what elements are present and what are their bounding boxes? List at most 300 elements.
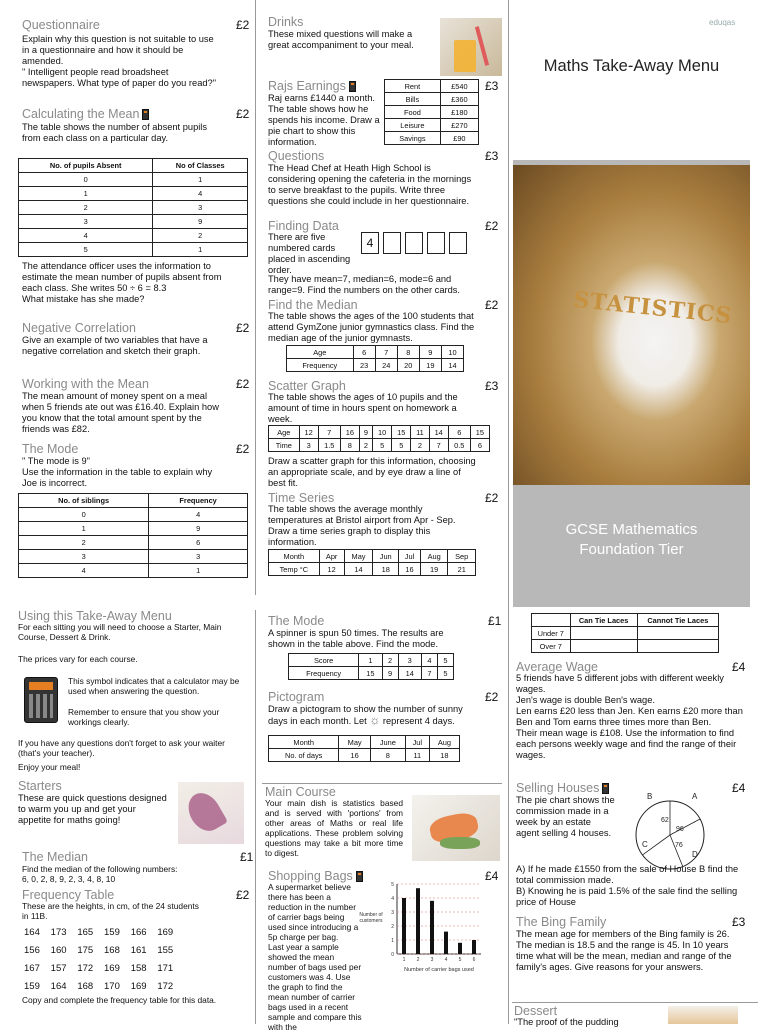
timeseries-price: £2 (485, 491, 499, 505)
cover-panel (513, 0, 750, 607)
table-cell: Score (289, 654, 359, 667)
list-item (24, 942, 184, 960)
calc-mean-text: The table shows the number of absent pupils from each class on a particular day. (22, 122, 208, 143)
heights-list (24, 924, 184, 996)
table-cell: 1 (149, 564, 248, 578)
calculator-symbol-icon (24, 677, 58, 723)
freq-after: Copy and complete the frequency table for this data. (22, 995, 217, 1005)
table-row (385, 119, 479, 132)
table-row (287, 359, 464, 372)
median100-text: The table shows the ages of the 100 students that attend GymZone junior gymnastics class. Find the median age of the junior gymnasts. (268, 311, 475, 343)
pie-label: B (647, 792, 653, 801)
freq-price: £2 (236, 888, 250, 902)
dessert-title: Dessert (514, 1004, 558, 1018)
pie-label: D (692, 850, 698, 859)
table-cell: 8 (397, 346, 419, 359)
table-cell: 6 (448, 426, 470, 439)
shopping-text: A supermarket believe there has been a reduction in the number of carrier bags being used since introducing a 5p charge per bag. Last year a sample showed the mean number of bags used per customers was 4. Use the graph to find the mean number of carrier bags used in a recent sample and compare this with the (268, 882, 362, 1032)
cover-photo-text: STATISTICS (572, 286, 734, 330)
table-cell: 0 (19, 508, 149, 522)
height-value: 171 (157, 963, 174, 974)
table-cell: Frequency (287, 359, 354, 372)
table-cell: 10 (373, 426, 392, 439)
selling-price: £4 (732, 781, 746, 795)
table-cell: Apr (319, 550, 344, 563)
questionnaire-text: Explain why this question is not suitable to use in a questionnaire and how it should be amended. " Intelligent people read broadsheet newspapers. What type of paper do you read?" (22, 34, 217, 88)
table-row (19, 215, 248, 229)
height-value: 172 (77, 963, 94, 974)
table-cell: No of Classes (153, 159, 248, 173)
table-row (385, 132, 479, 145)
pie-label: A (692, 792, 698, 801)
table-cell: 7 (375, 346, 397, 359)
bing-price: £3 (732, 915, 746, 929)
y-tick-label: 0 (391, 952, 394, 958)
height-value: 169 (157, 927, 174, 938)
table-cell: May (339, 736, 371, 749)
height-value: 159 (24, 981, 40, 992)
height-value: 164 (50, 981, 67, 992)
table-cell: Jul (405, 736, 429, 749)
laces-table (531, 613, 719, 653)
selling-title: Selling Houses (516, 781, 609, 795)
table-cell: 16 (399, 563, 421, 576)
table-cell: £180 (440, 106, 478, 119)
pictogram-title: Pictogram (268, 690, 325, 704)
mode2-title: The Mode (268, 614, 325, 628)
finding-price: £2 (485, 219, 499, 233)
table-cell: 2 (411, 439, 429, 452)
y-tick-label: 5 (391, 882, 394, 888)
height-value: 168 (104, 945, 120, 956)
working-mean-title: Working with the Mean (22, 377, 149, 391)
column-divider (508, 0, 509, 1024)
table-cell: Leisure (385, 119, 441, 132)
table-cell: 1.5 (318, 439, 340, 452)
table-row (269, 550, 476, 563)
table-cell: Bills (385, 93, 441, 106)
table-cell: 14 (441, 359, 463, 372)
bar (444, 932, 448, 954)
table-cell (570, 627, 637, 640)
table-cell (637, 640, 718, 653)
height-value: 168 (77, 981, 94, 992)
table-cell: 9 (153, 215, 248, 229)
list-item (24, 978, 184, 996)
table-cell: 7 (429, 439, 448, 452)
height-value: 164 (24, 927, 40, 938)
maincourse-title: Main Course (265, 785, 336, 799)
height-value: 161 (130, 945, 147, 956)
table-row (19, 187, 248, 201)
calc-mean-after: The attendance officer uses the information to estimate the mean number of pupils absent from each class. She writes 50 ÷ 6 = 8.3 What mistake has she made? (22, 261, 222, 304)
using-title: Using this Take-Away Menu (18, 609, 172, 623)
table-cell: 15 (470, 426, 489, 439)
table-row (385, 106, 479, 119)
table-cell: Month (269, 550, 320, 563)
table-cell: 7 (421, 667, 437, 680)
table-cell: Age (269, 426, 300, 439)
table-cell: 11 (405, 749, 429, 762)
y-tick-label: 1 (391, 938, 394, 944)
questions-title: Questions (268, 149, 325, 163)
table-cell: 9 (419, 346, 441, 359)
avgwage-text: 5 friends have 5 different jobs with different weekly wages. Jen's wage is double Ben's wage. Len earns £20 less than Jen. Ken earns £20 more than Ben and Tom earns three times more than Ben. Their mean wage is £108. Use the information to find each persons weekly wage and find the range of their wages. (516, 673, 743, 760)
table-row (269, 426, 490, 439)
height-value: 173 (50, 927, 67, 938)
sun-icon: ☼ (369, 713, 381, 727)
table-row (19, 522, 248, 536)
table-cell: 9 (149, 522, 248, 536)
table-row (19, 201, 248, 215)
table-cell: 23 (353, 359, 375, 372)
table-cell: 10 (441, 346, 463, 359)
table-cell: 5 (19, 243, 153, 257)
table-cell: 4 (149, 508, 248, 522)
table-cell: 3 (398, 654, 421, 667)
table-cell: Can Tie Laces (570, 614, 637, 627)
freq-text: These are the heights, in cm, of the 24 students in 11B. (22, 901, 199, 921)
table-row (269, 736, 460, 749)
table-cell: 20 (397, 359, 419, 372)
table-cell: No. of siblings (19, 494, 149, 508)
list-item (24, 960, 184, 978)
card-known: 4 (361, 232, 379, 254)
y-tick-label: 2 (391, 924, 394, 930)
x-tick-label: 6 (472, 957, 476, 963)
x-tick-label: 5 (458, 957, 462, 963)
using-p2: The prices vary for each course. (18, 654, 138, 664)
table-cell: 2 (382, 654, 398, 667)
pie-angle: 62 (661, 817, 669, 824)
calc-mean-price: £2 (236, 107, 250, 121)
table-cell: No. of days (269, 749, 339, 762)
table-row (269, 439, 490, 452)
table-cell: 1 (19, 187, 153, 201)
table-cell (570, 640, 637, 653)
selling-questions: A) If he made £1550 from the sale of House B find the total commission made. B) Knowing he is paid 1.5% of the sale find the selling price of House (516, 864, 739, 907)
table-cell: 2 (19, 536, 149, 550)
x-tick-label: 2 (416, 957, 420, 963)
gymnastics-age-table (286, 345, 464, 372)
height-value: 167 (24, 963, 40, 974)
calculator-icon (142, 109, 149, 120)
using-p3: This symbol indicates that a calculator may be used when answering the question. (68, 676, 240, 696)
mode1-text: " The mode is 9" Use the information in the table to explain why Joe is incorrect. (22, 456, 213, 488)
median100-price: £2 (485, 298, 499, 312)
rajs-income-table (384, 79, 479, 145)
table-cell: 1 (359, 654, 382, 667)
starters-text: These are quick questions designed to warm you up and get your appetite for maths going! (18, 793, 167, 825)
maincourse-text: Your main dish is statistics based and is served with 'portions' from other areas of Maths or real life applications. These problem solving questions may take a bit more time to digest. (265, 798, 403, 858)
table-cell: 3 (153, 201, 248, 215)
table-cell: Food (385, 106, 441, 119)
card-blank (405, 232, 423, 254)
table-cell: 0.5 (448, 439, 470, 452)
table-cell: 21 (448, 563, 476, 576)
table-cell: 7 (318, 426, 340, 439)
drinks-title: Drinks (268, 15, 304, 29)
table-row (532, 627, 719, 640)
using-p5: If you have any questions don't forget to ask your waiter (that's your teacher). (18, 738, 225, 758)
timeseries-title: Time Series (268, 491, 335, 505)
table-row (289, 667, 454, 680)
height-value: 158 (130, 963, 147, 974)
cover-title: Maths Take-Away Menu (543, 57, 720, 75)
pictogram-price: £2 (485, 690, 499, 704)
table-cell: 18 (373, 563, 399, 576)
table-cell: Sep (448, 550, 476, 563)
table-cell: Over 7 (532, 640, 571, 653)
table-cell: Under 7 (532, 627, 571, 640)
calculator-icon (602, 783, 609, 794)
brand-logo: eduqas (709, 18, 736, 27)
table-cell: £90 (440, 132, 478, 145)
table-cell: Savings (385, 132, 441, 145)
pie-angle: 76 (675, 842, 683, 849)
table-cell: 3 (149, 550, 248, 564)
questionnaire-title: Questionnaire (22, 18, 100, 32)
starters-title: Starters (18, 779, 62, 793)
table-cell (532, 614, 571, 627)
table-cell: 6 (470, 439, 489, 452)
pie-label: C (642, 840, 648, 849)
pie-angle: 96 (676, 826, 684, 833)
working-mean-price: £2 (236, 377, 250, 391)
x-tick-label: 3 (430, 957, 434, 963)
finding-text2: They have mean=7, median=6, mode=6 and range=9. Find the numbers on the other cards. (268, 274, 460, 295)
carrier-bags-chart (355, 878, 487, 976)
mode1-price: £2 (236, 442, 250, 456)
table-row (385, 80, 479, 93)
table-cell: 1 (19, 522, 149, 536)
table-cell: June (370, 736, 405, 749)
dessert-photo (668, 1006, 738, 1024)
table-cell: 16 (339, 749, 371, 762)
calculator-icon (349, 81, 356, 92)
timeseries-text: The table shows the average monthly temperatures at Bristol airport from Apr - Sep. Draw a time series graph to display this information. (268, 504, 456, 547)
table-row (269, 563, 476, 576)
median-price: £1 (240, 850, 254, 864)
table-cell: Aug (429, 736, 459, 749)
bar (416, 888, 420, 954)
shopping-title: Shopping Bags (268, 869, 363, 883)
table-row (19, 229, 248, 243)
cover-foot2: Foundation Tier (579, 541, 684, 558)
height-value: 155 (157, 945, 174, 956)
avgwage-price: £4 (732, 660, 746, 674)
table-cell: Jul (399, 550, 421, 563)
table-cell: 0 (19, 173, 153, 187)
using-p1: For each sitting you will need to choose a Starter, Main Course, Dessert & Drink. (18, 622, 222, 642)
height-value: 169 (104, 963, 120, 974)
median-title: The Median (22, 850, 89, 864)
table-row (19, 536, 248, 550)
height-value: 159 (104, 927, 120, 938)
table-cell: Aug (420, 550, 448, 563)
table-cell: 2 (359, 439, 372, 452)
mode1-title: The Mode (22, 442, 79, 456)
mode2-price: £1 (488, 614, 502, 628)
neg-corr-title: Negative Correlation (22, 321, 136, 335)
cover-photo (513, 165, 750, 485)
list-item (24, 924, 184, 942)
cover-subject: Statistics (591, 94, 672, 116)
table-cell: 15 (359, 667, 382, 680)
table-cell: 8 (370, 749, 405, 762)
avgwage-title: Average Wage (516, 660, 598, 674)
mode2-text: A spinner is spun 50 times. The results are shown in the table above. Find the mode. (268, 628, 444, 649)
height-value: 169 (130, 981, 147, 992)
table-cell: Month (269, 736, 339, 749)
spinner-table (288, 653, 454, 680)
questions-text: The Head Chef at Heath High School is considering opening the cafeteria in the mornings to serve breakfast to the pupils. Write three questions she could include in her questionnaire. (268, 163, 472, 206)
x-tick-label: 4 (444, 957, 448, 963)
neg-corr-price: £2 (236, 321, 250, 335)
pictogram-text: Draw a pictogram to show the number of sunny days in each month. Let ☼ represent 4 days. (268, 704, 463, 727)
height-value: 160 (50, 945, 67, 956)
temperature-table (268, 549, 476, 576)
dessert-text: "The proof of the pudding (514, 1017, 619, 1027)
card-blank (383, 232, 401, 254)
table-cell: Jun (373, 550, 399, 563)
using-p4: Remember to ensure that you show your workings clearly. (68, 707, 220, 727)
table-row (19, 550, 248, 564)
height-value: 157 (50, 963, 67, 974)
median100-title: Find the Median (268, 298, 358, 312)
section-divider (262, 783, 502, 784)
table-row (19, 243, 248, 257)
table-cell (637, 627, 718, 640)
bing-title: The Bing Family (516, 915, 607, 929)
neg-corr-text: Give an example of two variables that have a negative correlation and sketch their graph. (22, 335, 208, 356)
table-cell: Frequency (149, 494, 248, 508)
finding-title: Finding Data (268, 219, 339, 233)
using-p6: Enjoy your meal! (18, 762, 81, 772)
x-tick-label: 1 (402, 957, 406, 963)
table-cell: 18 (429, 749, 459, 762)
table-cell: Frequency (289, 667, 359, 680)
table-cell: 3 (19, 550, 149, 564)
table-cell: 4 (19, 564, 149, 578)
section-divider (512, 1002, 758, 1003)
table-row (19, 173, 248, 187)
table-cell: 2 (153, 229, 248, 243)
table-header-row (19, 159, 248, 173)
table-row (19, 564, 248, 578)
table-row (287, 346, 464, 359)
table-cell: 6 (149, 536, 248, 550)
table-cell: 24 (375, 359, 397, 372)
table-cell: Time (269, 439, 300, 452)
y-tick-label: 4 (391, 896, 394, 902)
selling-text: The pie chart shows the commission made in a week by an estate agent selling 4 houses. (516, 795, 615, 838)
table-cell: £270 (440, 119, 478, 132)
table-cell: 3 (299, 439, 318, 452)
card-blank (427, 232, 445, 254)
rajs-price: £3 (485, 79, 499, 93)
finding-text: There are five numbered cards placed in ascending order. (268, 232, 351, 275)
drinks-photo (440, 18, 502, 76)
starters-photo (178, 782, 244, 844)
table-cell: 5 (373, 439, 392, 452)
table-cell: 1 (153, 173, 248, 187)
scatter-title: Scatter Graph (268, 379, 346, 393)
table-cell: 9 (359, 426, 372, 439)
maincourse-photo (412, 795, 500, 861)
table-cell: £540 (440, 80, 478, 93)
sunny-days-table (268, 735, 460, 762)
bar (458, 943, 462, 954)
table-row (385, 93, 479, 106)
column-divider (255, 0, 256, 595)
table-cell: May (344, 550, 373, 563)
shopping-price: £4 (485, 869, 499, 883)
height-value: 165 (77, 927, 94, 938)
bar (472, 940, 476, 954)
height-value: 175 (77, 945, 94, 956)
table-header-row (19, 494, 248, 508)
working-mean-text: The mean amount of money spent on a meal when 5 friends ate out was £16.40. Explain how you know that the total amount spent by the friends was £82. (22, 391, 219, 434)
table-cell: 12 (319, 563, 344, 576)
table-cell: 14 (429, 426, 448, 439)
table-cell: 4 (19, 229, 153, 243)
questions-price: £3 (485, 149, 499, 163)
scatter-price: £3 (485, 379, 499, 393)
table-row (289, 654, 454, 667)
table-cell: 9 (382, 667, 398, 680)
table-cell: 5 (392, 439, 411, 452)
bar (402, 898, 406, 954)
height-value: 166 (130, 927, 147, 938)
column-divider (255, 610, 256, 1024)
table-cell: 19 (420, 563, 448, 576)
table-cell: 4 (421, 654, 437, 667)
table-cell: Rent (385, 80, 441, 93)
table-cell: No. of pupils Absent (19, 159, 153, 173)
table-cell: 6 (353, 346, 375, 359)
median-text: Find the median of the following numbers: 6, 0, 2, 8, 9, 2, 3, 4, 8, 10 (22, 864, 178, 884)
height-value: 172 (157, 981, 174, 992)
table-row (19, 508, 248, 522)
table-cell: £360 (440, 93, 478, 106)
table-cell: Cannot Tie Laces (637, 614, 718, 627)
cover-foot1: GCSE Mathematics (565, 521, 698, 538)
absent-pupils-table (18, 158, 248, 257)
freq-title: Frequency Table (22, 888, 115, 902)
table-cell: 4 (153, 187, 248, 201)
rajs-text: Raj earns £1440 a month. The table shows how he spends his income. Draw a pie chart to show this information. (268, 93, 380, 147)
bar (430, 901, 434, 954)
questionnaire-price: £2 (236, 18, 250, 32)
calc-mean-title: Calculating the Mean (22, 107, 149, 121)
x-axis-label: Number of carrier bags used (404, 967, 474, 973)
drinks-text: These mixed questions will make a great accompaniment to your meal. (268, 29, 414, 50)
table-cell: 2 (19, 201, 153, 215)
bing-text: The mean age for members of the Bing family is 26. The median is 18.5 and the range is 45. In 10 years time what will be the mean, median and range of the family's ages. Give reasons for your answers. (516, 929, 732, 972)
height-value: 156 (24, 945, 40, 956)
table-cell: 15 (392, 426, 411, 439)
height-value: 170 (104, 981, 120, 992)
y-tick-label: 3 (391, 910, 394, 916)
table-cell: 5 (437, 667, 453, 680)
scatter-text: The table shows the ages of 10 pupils and the amount of time in hours spent on homework a week. (268, 392, 458, 424)
scatter-after: Draw a scatter graph for this information, choosing an appropriate scale, and by eye draw a line of best fit. (268, 456, 476, 488)
table-row (269, 749, 460, 762)
table-row (532, 640, 719, 653)
table-cell: 8 (340, 439, 359, 452)
table-cell: 3 (19, 215, 153, 229)
